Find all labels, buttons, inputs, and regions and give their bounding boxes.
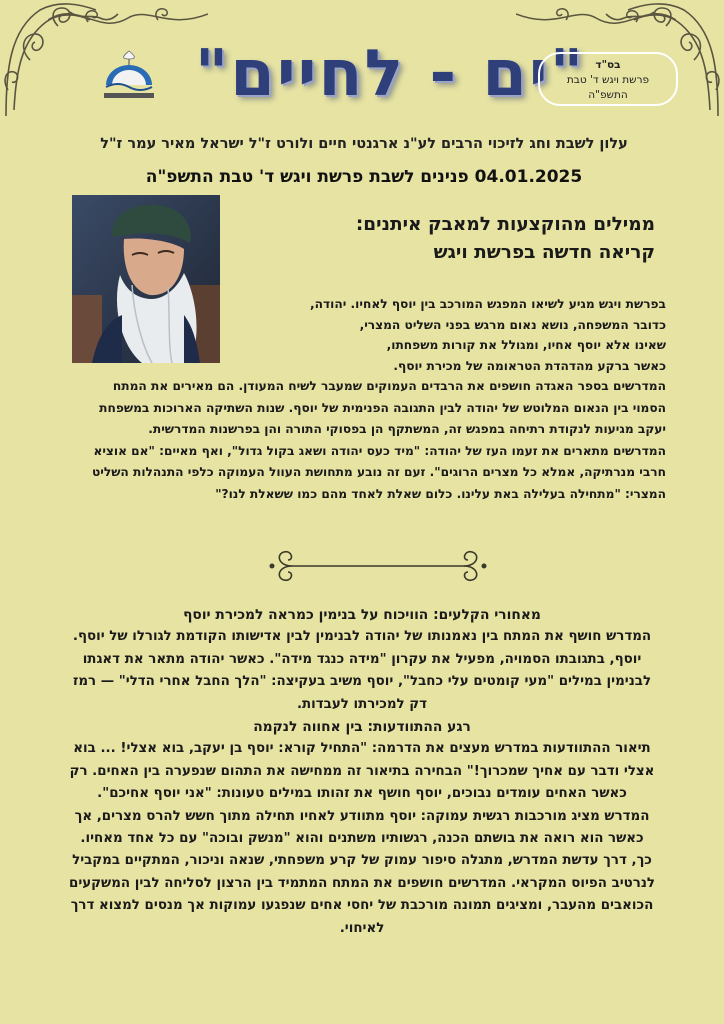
sea-waves-logo: [98, 45, 160, 103]
date-box: [538, 52, 678, 106]
article2-line: לבנימין במילים "מעי קומטים עלי כחבל", יוסף משיב בעקיצה: "הלך החבל אחרי הדלי" — רמז: [72, 674, 652, 690]
article2-heading1: מאחורי הקלעים: הוויכוח על בנימין כמראה למכירת יוסף: [183, 607, 541, 623]
intro-line: כדובר המשפחה, נושא נאום מרגש בפני השליט המצרי,: [359, 317, 666, 332]
body-line: חרבי מנרתיקה, אמלא כל מצרים הרוגים". זעם זה נובע מתחושת העוול העמוקה כלפי התנהלות השליט: [91, 465, 666, 479]
body-line: המדרשים בספר האגדה חושפים את הרבדים העמוקים שמעבר לשיח המעודן. הם מאירים את המתח: [112, 379, 666, 393]
article2-line: לאיחוי.: [339, 920, 385, 936]
article2-line: המדרש מציג מורכבות רגשית עמוקה: יוסף מתוודע לאחיו תחילה מתוך חשש להרס מצרים, אך: [74, 808, 650, 824]
article2-line: אצלי ודבר עם אחיך שמכרוך!" הבחירה בתיאור זה ממחישה את התהום שנפערה בין האחים. רק: [69, 763, 655, 779]
article2-line: כך, דרך עדשת המדרש, מתגלה סיפור עמוק של קרע משפחתי, שנאה וניכור, המתקיים במקביל: [72, 853, 652, 869]
date-box-line2: פרשת ויגש ד' טבת: [566, 74, 650, 86]
intro-line: שאינו אלא יוסף אחיו, ומגולל את קורות משפחתו,: [386, 338, 666, 352]
article-title-line1: ממילים מהוקצעות למאבק איתנים:: [355, 214, 655, 235]
article2-line: המדרש חושף את המתח בין נאמנותו של יהודה לבנימין לבין אדישותו הקודמת לגורלו של יוסף.: [72, 629, 652, 645]
masthead-title: "ים - לחיים": [194, 37, 586, 111]
article2-line: דק למכירתו לעבדות.: [296, 696, 428, 712]
article-intro: [226, 294, 666, 376]
article2-heading2: רגע ההתוודעות: בין אחווה לנקמה: [253, 719, 471, 736]
article-title-line2: קריאה חדשה בפרשת ויגש: [433, 242, 655, 263]
article2-line: יוסף, בתגובתו הסמויה, מפעיל את עקרון "מידה כנגד מידה". כאשר יהודה מתאר את דאגתו: [82, 651, 642, 667]
article-body: [56, 376, 666, 505]
body-line: המצרי: "מתחילה בעלילה באת עלינו. כלום שאלת לאחד מהם כמו ששאלת לנו?": [215, 486, 666, 501]
body-line: יעקב מגיעות לנקודת רתיחה במפגש זה, המשתקף הן בפסוקי התורה והן בפרשנות המדרשית.: [148, 422, 666, 436]
date-box-line3: התשפ"ה: [588, 89, 628, 101]
article2-line: כאשר הוא רואה את בושתם הכנה, רגשותיו משתנים והוא "מנשק ובוכה" עם כל אחד מאחיו.: [80, 831, 644, 847]
body-line: הסמוי בין הנאום המלוטש של יהודה לבין התגובה הפנימית של יוסף. שנות השתיקה הארוכות במשפחת: [99, 400, 666, 415]
intro-line: כאשר ברקע מהדהדת הטראומה של מכירת יוסף.: [393, 358, 666, 373]
issue-line: 04.01.2025 פנינים לשבת פרשת ויגש ד' טבת התשפ"ה: [145, 167, 583, 187]
article2: [52, 604, 672, 940]
article2-line: כאשר האחים עומדים נבוכים, יוסף חושף את זהותו במילים טעונות: "אני יוסף אחיכם".: [97, 786, 627, 802]
rabbi-portrait: [72, 195, 220, 363]
body-line: המדרשים מתארים את זעמו העז של יהודה: "מיד כעס יהודה ושאג בקול גדול", ואף מאיים: "אם אוציא: [93, 443, 666, 458]
date-box-line1: בס"ד: [595, 59, 621, 71]
article2-line: תיאור ההתוודעות במדרש מעצים את הדרמה: "התחיל קורא: יוסף בן יעקב, בוא אצלי! ... בוא: [73, 741, 651, 757]
ornamental-divider-icon: [268, 548, 488, 584]
dedication-subtitle: עלון לשבת וחג לזיכוי הרבים לע"נ ארגנטי חיים ולורט ז"ל ישראל מאיר עמר ז"ל: [100, 136, 628, 152]
article2-line: לנרטיב הפיוס המקראי. המדרשים חושפים את המתח המתמיד בין הרצון לסליחה לבין המשקעים: [69, 875, 655, 891]
article2-line: הכואבים מהעבר, ומציגים תמונה מורכבת של יחסי אחים שנפגעו עמוקות אך מנסים למצוא דרך: [70, 898, 654, 914]
intro-line: בפרשת ויגש מגיע לשיאו המפגש המורכב בין יוסף לאחיו. יהודה,: [310, 297, 666, 311]
